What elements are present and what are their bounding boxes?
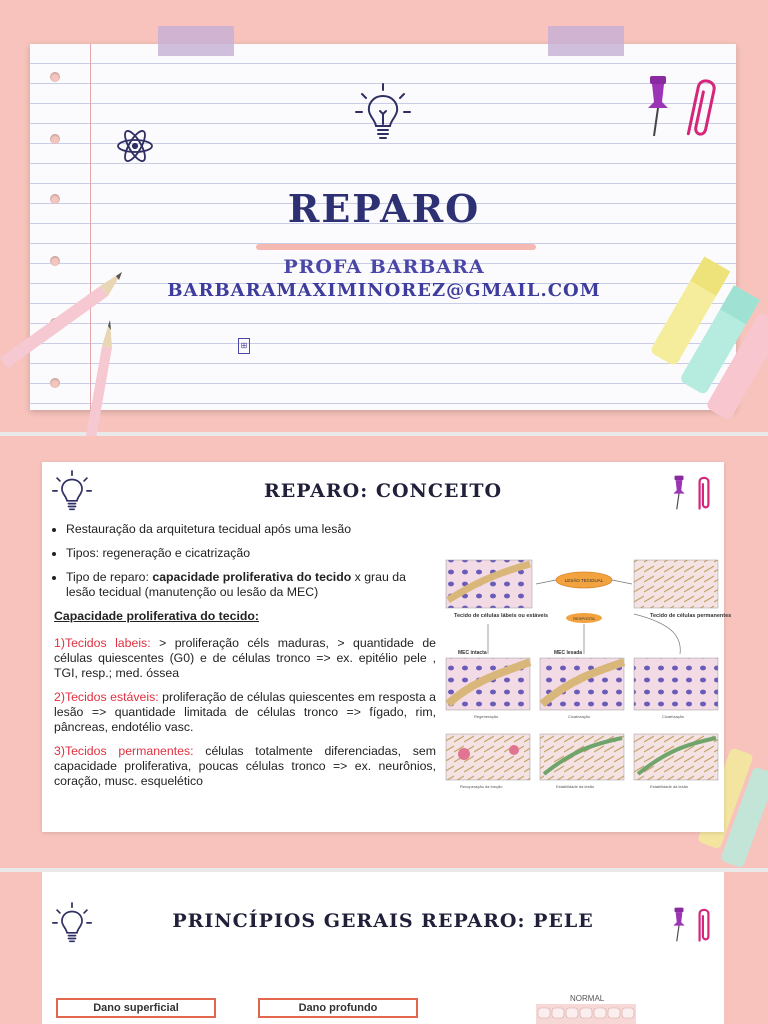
item-label: Tecidos labeis: [64, 636, 151, 650]
diagram-label: Regeneração [474, 714, 499, 719]
paper-hole [50, 378, 60, 388]
diagram-label: Tecido de células permanentes [650, 613, 732, 619]
tissue-image [634, 560, 718, 608]
item-text: células totalmente diferenciadas, sem capacidade proliferativa, poucas células tronco => ex. neurônios, coração, musc. esquelético [54, 744, 436, 788]
paper-hole [50, 72, 60, 82]
page-title: REPARO [287, 186, 481, 231]
pushpin-icon [642, 74, 674, 140]
item-text: proliferação de células quiescentes em resposta a lesão => quantidade limitada de células tronco => fígado, rim, pâncreas, endotélio vasc. [54, 690, 436, 734]
bullet-text: Tipo de reparo: [66, 570, 153, 584]
list-item [66, 570, 436, 600]
list-item [66, 546, 436, 561]
title-slide [0, 0, 768, 432]
tissue-item [54, 636, 436, 681]
diagram-label: Estabilidade da lesão [556, 784, 595, 789]
diagram-label: Tecido de células lábeis ou estáveis [454, 613, 549, 619]
bullet-text: x grau da lesão tecidual (manutenção ou lesão da MEC) [66, 570, 406, 599]
skin-repair-slide [0, 872, 768, 1024]
diagram-label: Cicatrização [662, 714, 685, 719]
concept-slide [0, 436, 768, 868]
tissue-image [446, 734, 530, 780]
section-heading: Capacidade proliferativa do tecido: [54, 609, 259, 623]
bullet-list [54, 522, 436, 600]
list-item [66, 522, 436, 537]
title-underline [256, 244, 536, 250]
author-name: PROFA BARBARA [283, 256, 485, 278]
pencil-icon [80, 316, 120, 436]
item-number: 3) [54, 744, 65, 758]
atom-icon [115, 126, 155, 166]
item-label: Tecidos estáveis: [64, 690, 159, 704]
lightbulb-icon [352, 80, 414, 150]
skin-illustration [536, 1004, 636, 1024]
repair-diagram [444, 554, 732, 794]
tissue-image [634, 658, 718, 710]
normal-label: NORMAL [570, 994, 605, 1003]
item-label: Tecidos permanentes: [64, 744, 194, 758]
bullet-text: Tipos: regeneração e cicatrização [66, 546, 251, 560]
washi-tape [158, 26, 234, 56]
diagram-label: MEC intacta [458, 650, 487, 656]
paper-hole [50, 134, 60, 144]
item-text: > proliferação céls maduras, > quantidade de células quiescentes (G0) e de células tronco => ex. epitélio pele , TGI, resp.; med. óssea [54, 636, 436, 680]
diagram-label: Recuperação da função [460, 784, 503, 789]
author-email: BARBARAMAXIMINOREZ@GMAIL.COM [167, 280, 601, 301]
slide-title: PRINCÍPIOS GERAIS REPARO: PELE [172, 910, 594, 932]
washi-tape [548, 26, 624, 56]
item-number: 2) [54, 690, 65, 704]
link-icon[interactable]: ⊞ [238, 338, 250, 354]
bullet-text: Restauração da arquitetura tecidual após uma lesão [66, 522, 352, 536]
content-card [42, 872, 724, 1024]
bullet-bold: capacidade proliferativa do tecido [152, 570, 352, 584]
diagram-label: RESPOSTA [573, 616, 595, 621]
diagram-label: MEC lesada [554, 650, 583, 656]
item-number: 1) [54, 636, 65, 650]
diagram-label: Estabilidade da lesão [650, 784, 689, 789]
concept-text [54, 522, 436, 798]
superficial-damage-box: Dano superficial [56, 998, 216, 1018]
tissue-item [54, 744, 436, 789]
highlighter-icon [632, 256, 768, 432]
diagram-label: LESÃO TECIDUAL [564, 578, 604, 583]
diagram-label: Cicatrização [568, 714, 591, 719]
content-card [42, 462, 732, 832]
deep-damage-box: Dano profundo [258, 998, 418, 1018]
tissue-item [54, 690, 436, 735]
paperclip-icon [684, 70, 720, 146]
slide-title: REPARO: CONCEITO [263, 480, 503, 502]
